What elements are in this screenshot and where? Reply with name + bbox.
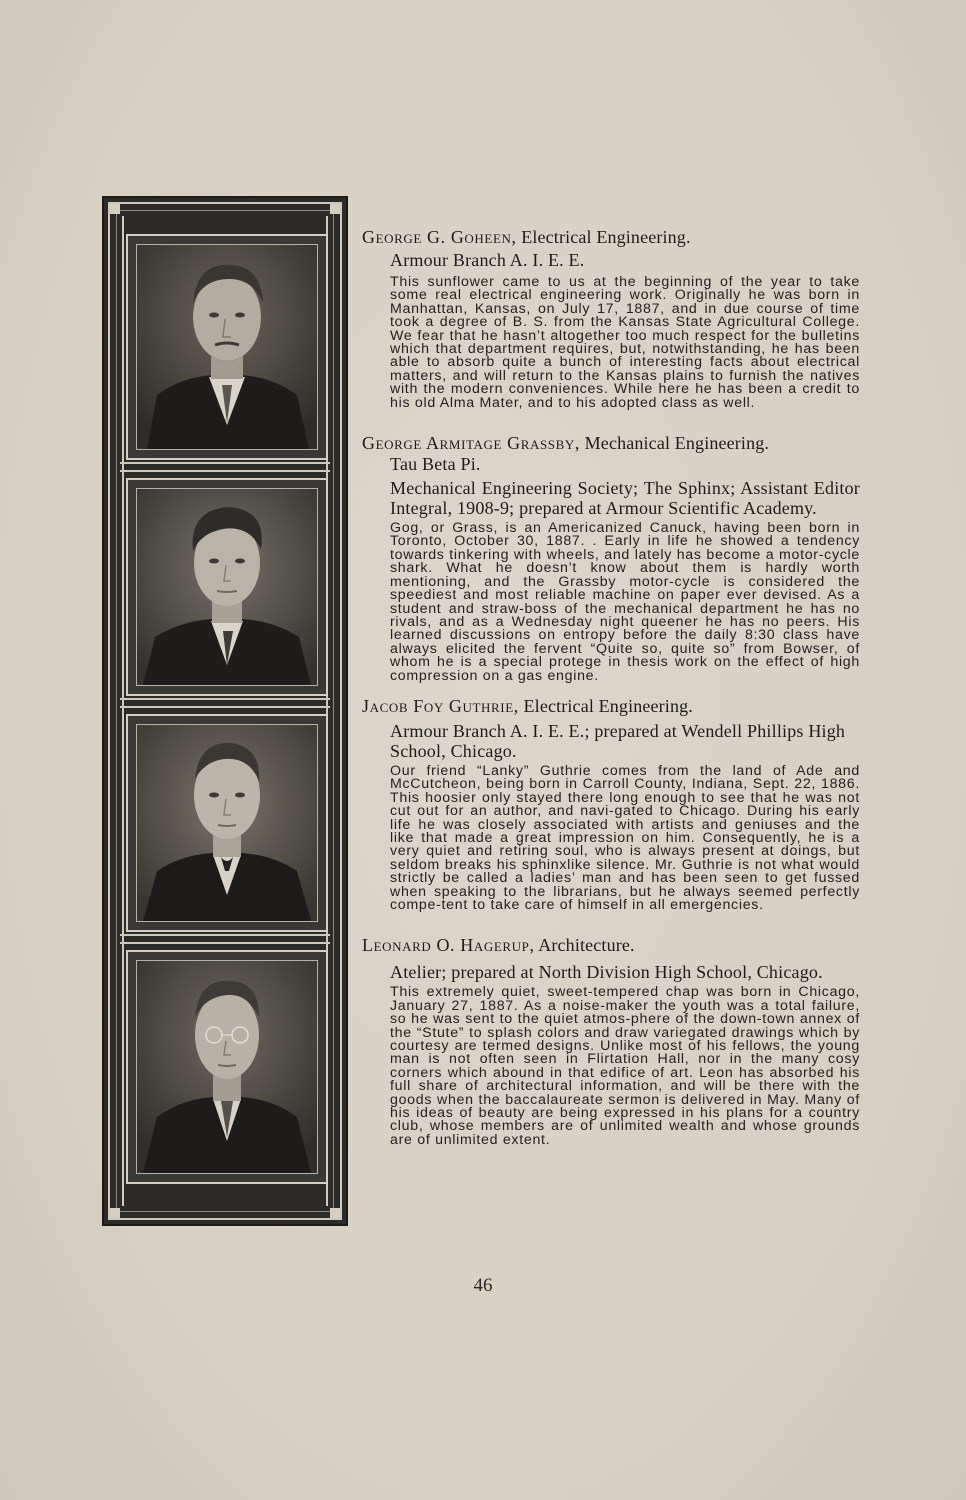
entry-field: Mechanical Engineering. [584, 433, 770, 454]
entry-goheen [362, 226, 860, 410]
entry-hagerup [362, 934, 860, 1147]
entry-field: Electrical Engineering. [523, 695, 693, 716]
entry-affiliation: Atelier; prepared at North Division High School, Chicago. [390, 962, 823, 983]
entry-grassby [362, 432, 860, 683]
entry-heading [362, 226, 860, 248]
entry-bio: This extremely quiet, sweet-tempered chap was born in Chicago, January 27, 1887. As a noise-maker the youth was a total failure, so he was sent to the quiet atmos-phere of the down-town annex of the “Stute” to splash colors and draw variegated drawings which by courtesy are termed designs. Unlike most of his fellows, the young man is not often seen in Flirtation Hall, nor in the many cosy corners which abound in that edifice of art. Leon has absorbed his full share of architectural information, and will be there with the goods when the baccalaureate sermon is delivered in May. Many of his ideas of beauty are being expressed in his plans for a country club, whose members are of unlimited wealth and whose grounds are of unlimited extent. [390, 984, 860, 1148]
entry-heading [362, 695, 860, 717]
portrait-photo [137, 725, 317, 921]
portrait-guthrie [126, 714, 328, 932]
page-number: 46 [473, 1275, 493, 1296]
entry-affiliation: Armour Branch A. I. E. E. [390, 250, 585, 270]
portrait-hagerup [126, 950, 328, 1184]
entry-guthrie [362, 695, 860, 912]
entry-affiliation: Armour Branch A. I. E. E.; prepared at Wendell Phillips High School, Chicago. [390, 720, 846, 761]
entry-name: George Armitage Grassby, [362, 433, 580, 454]
portrait-goheen [126, 234, 328, 460]
portrait-photo [137, 245, 317, 449]
portrait-strip [102, 196, 348, 1226]
portrait-photo [137, 961, 317, 1173]
entry-name: George G. Goheen, [362, 227, 517, 247]
entry-heading [362, 432, 860, 454]
entry-bio: This sunflower came to us at the beginning of the year to take some real electrical engineering work. Originally he was born in Manhattan, Kansas, on July 17, 1887, and in due course of time took a degree of B. S. from the Kansas State Agricultural College. We fear that he hasn’t altogether too much respect for the bulletins which that department requires, but, notwithstanding, he has been able to absorb quite a bunch of interesting facts about electrical matters, and will return to the Kansas plains to furnish the natives with the modern conveniences. While here he has been a credit to his old Alma Mater, and to his adopted class as well. [390, 274, 860, 411]
entry-bio: Gog, or Grass, is an Americanized Canuck, having been born in Toronto, October 30, 1887. . Early in life he showed a tendency towards tinkering with wheels, and lately has become a motor-cycle shark. What he doesn’t know about them is hardly worth mentioning, and the Grassby motor-cycle is considered the speediest and most reliable machine on paper ever devised. As a student and straw-boss of the mechanical department he has no rivals, and as a Wednesday night queener he has no peers. His learned discussions on entropy before the daily 8:30 class have always elicited the fervent “Quite so, quite so” from Bowser, of whom he is a special protege in thesis work on the effect of high compression on a gas engine. [390, 520, 860, 684]
entry-affiliation: Mechanical Engineering Society; The Sphinx; Assistant Editor Integral, 1908-9; prepared at Armour Scientific Academy. [390, 478, 860, 519]
entries-column [362, 226, 860, 1147]
entry-field: Architecture. [538, 935, 635, 956]
entry-name: Jacob Foy Guthrie, [362, 695, 519, 716]
portrait-photo [137, 489, 317, 685]
entry-name: Leonard O. Hagerup, [362, 935, 535, 956]
entry-bio: Our friend “Lanky” Guthrie comes from the land of Ade and McCutcheon, being born in Carroll County, Indiana, Sept. 22, 1886. This hoosier only stayed there long enough to see that he was not cut out for an author, and navi-gated to Chicago. During his early life he was closely associated with artists and geniuses and the like that made a great impression on him. Consequently, he is a very quiet and retiring soul, who is always present at doings, but seldom breaks his sphinxlike silence. Mr. Guthrie is not what would strictly be called a ladies’ man and has been seen to get fussed when speaking to the librarians, but he always seemed perfectly compe-tent to take care of himself in all emergencies. [390, 762, 860, 913]
entry-field: Electrical Engineering. [521, 227, 691, 247]
portrait-grassby [126, 478, 328, 696]
entry-affiliation: Tau Beta Pi. [390, 454, 481, 475]
entry-heading [362, 934, 860, 956]
